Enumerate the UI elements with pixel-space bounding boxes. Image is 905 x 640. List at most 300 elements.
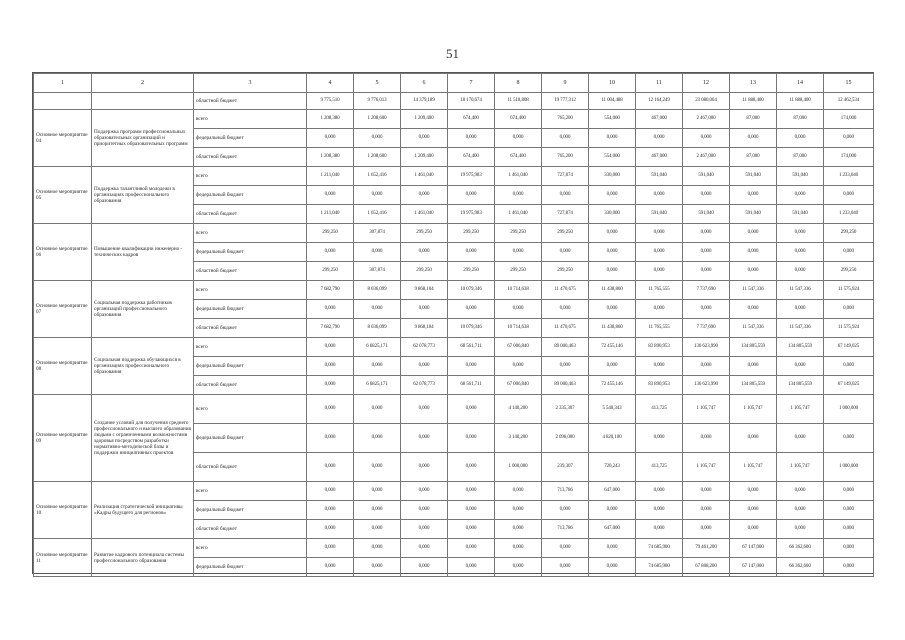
value-cell: 0,000	[307, 338, 354, 357]
value-cell: 0,000	[448, 453, 495, 482]
value-cell: 0,000	[636, 243, 683, 262]
value-cell: 1 652,416	[354, 167, 401, 186]
header-row	[34, 74, 874, 93]
value-cell: 674,400	[448, 148, 495, 167]
value-cell: 0,000	[354, 501, 401, 520]
value-cell: 1 209,400	[401, 110, 448, 129]
value-cell: 554,000	[589, 110, 636, 129]
value-cell: 0,000	[730, 501, 777, 520]
value-cell: 0,000	[589, 243, 636, 262]
value-cell: 9 868,104	[401, 281, 448, 300]
value-cell: 0,000	[307, 558, 354, 577]
value-cell: 87,000	[730, 110, 777, 129]
value-cell: 11 888,400	[777, 93, 824, 110]
value-cell: 713,786	[542, 520, 589, 539]
header-cell: 5	[354, 74, 401, 93]
value-cell: 136 623,990	[683, 338, 730, 357]
value-cell: 0,000	[307, 501, 354, 520]
value-cell: 0,000	[824, 520, 874, 539]
table-row	[34, 93, 874, 110]
funding-source-cell: областной бюджет	[194, 319, 307, 338]
value-cell: 1 208,380	[307, 110, 354, 129]
value-cell: 0,000	[495, 482, 542, 501]
value-cell: 0,000	[448, 558, 495, 577]
value-cell: 0,000	[495, 520, 542, 539]
measure-cell: Основное мероприятие 04	[34, 110, 92, 167]
value-cell: 647,000	[589, 520, 636, 539]
measure-cell: Основное мероприятие 07	[34, 281, 92, 338]
value-cell: 18 170,674	[448, 93, 495, 110]
value-cell: 0,000	[401, 482, 448, 501]
value-cell: 0,000	[354, 482, 401, 501]
funding-source-cell: областной бюджет	[194, 453, 307, 482]
measure-title-cell: Повышение квалификации инженерно - технических кадров	[92, 224, 194, 281]
value-cell: 0,000	[495, 539, 542, 558]
value-cell: 0,000	[401, 300, 448, 319]
value-cell: 11 575,924	[824, 281, 874, 300]
value-cell: 8 036,099	[354, 319, 401, 338]
value-cell: 0,000	[448, 300, 495, 319]
value-cell: 134 805,559	[730, 376, 777, 395]
funding-source-cell: всего	[194, 395, 307, 424]
value-cell: 0,000	[307, 482, 354, 501]
value-cell: 0,000	[401, 520, 448, 539]
value-cell: 330,000	[589, 205, 636, 224]
value-cell: 0,000	[354, 520, 401, 539]
page-number: 51	[446, 46, 459, 61]
value-cell: 1 209,400	[401, 148, 448, 167]
value-cell: 1 105,747	[683, 453, 730, 482]
value-cell: 0,000	[354, 539, 401, 558]
value-cell: 0,000	[777, 357, 824, 376]
value-cell: 0,000	[777, 482, 824, 501]
value-cell: 0,000	[542, 558, 589, 577]
value-cell: 136 623,990	[683, 376, 730, 395]
value-cell: 89 000,463	[542, 376, 589, 395]
value-cell: 0,000	[495, 186, 542, 205]
value-cell: 0,000	[495, 357, 542, 376]
value-cell: 87,000	[777, 148, 824, 167]
value-cell: 0,000	[354, 129, 401, 148]
value-cell: 6 6825,171	[354, 376, 401, 395]
funding-source-cell: федеральный бюджет	[194, 186, 307, 205]
value-cell: 10 714,638	[495, 319, 542, 338]
value-cell: 674,400	[448, 110, 495, 129]
value-cell: 0,000	[542, 129, 589, 148]
value-cell: 0,000	[542, 300, 589, 319]
value-cell: 0,000	[730, 520, 777, 539]
value-cell: 74 685,900	[636, 539, 683, 558]
measure-cell: Основное мероприятие 06	[34, 224, 92, 281]
value-cell: 0,000	[730, 224, 777, 243]
value-cell: 299,250	[448, 262, 495, 281]
funding-source-cell: всего	[194, 482, 307, 501]
value-cell: 12 462,534	[824, 93, 874, 110]
value-cell: 1 105,747	[683, 395, 730, 424]
value-cell: 11 765,555	[636, 281, 683, 300]
value-cell: 0,000	[730, 424, 777, 453]
value-cell: 1 208,600	[354, 148, 401, 167]
value-cell: 591,040	[683, 205, 730, 224]
value-cell: 1 461,040	[495, 205, 542, 224]
value-cell: 1 461,040	[401, 205, 448, 224]
value-cell: 0,000	[307, 376, 354, 395]
value-cell: 1 105,747	[730, 395, 777, 424]
value-cell: 647,000	[589, 482, 636, 501]
value-cell: 299,250	[401, 262, 448, 281]
value-cell: 0,000	[589, 186, 636, 205]
value-cell: 591,040	[730, 205, 777, 224]
value-cell: 0,000	[730, 300, 777, 319]
value-cell: 67 006,840	[495, 376, 542, 395]
table-row	[34, 281, 874, 300]
value-cell: 19 975,983	[448, 167, 495, 186]
value-cell: 0,000	[777, 300, 824, 319]
value-cell: 0,000	[448, 539, 495, 558]
value-cell: 0,000	[589, 129, 636, 148]
header-cell: 11	[636, 74, 683, 93]
value-cell: 239,307	[542, 453, 589, 482]
value-cell: 0,000	[683, 186, 730, 205]
value-cell: 0,000	[824, 300, 874, 319]
value-cell: 0,000	[683, 424, 730, 453]
value-cell: 134 805,559	[777, 338, 824, 357]
value-cell: 0,000	[307, 395, 354, 424]
value-cell: 0,000	[824, 424, 874, 453]
value-cell: 0,000	[636, 262, 683, 281]
value-cell: 11 547,336	[777, 319, 824, 338]
value-cell: 67 147,000	[730, 539, 777, 558]
value-cell: 0,000	[589, 224, 636, 243]
value-cell: 0,000	[589, 262, 636, 281]
budget-table	[33, 73, 874, 577]
value-cell: 591,040	[636, 205, 683, 224]
value-cell: 87,000	[730, 148, 777, 167]
value-cell: 0,000	[730, 357, 777, 376]
value-cell: 0,000	[542, 243, 589, 262]
value-cell: 0,000	[636, 186, 683, 205]
value-cell: 0,000	[824, 129, 874, 148]
measure-title-cell: Поддержка талантливой молодежи в организациях профессионального образования	[92, 167, 194, 224]
value-cell: 0,000	[307, 186, 354, 205]
value-cell: 0,000	[448, 357, 495, 376]
value-cell: 720,243	[589, 453, 636, 482]
value-cell: 0,000	[824, 501, 874, 520]
value-cell: 0,000	[401, 395, 448, 424]
empty-cell	[92, 93, 194, 110]
header-cell: 4	[307, 74, 354, 93]
measure-title-cell: Создание условий для получения среднего профессионального и высшего образования людьми с ограниченными возможностями здоровья посредством разработки нормативно-методической базы и поддержки инициативных проектов	[92, 395, 194, 482]
value-cell: 0,000	[683, 520, 730, 539]
value-cell: 727,874	[542, 167, 589, 186]
table-row	[34, 110, 874, 129]
value-cell: 67 147,000	[730, 558, 777, 577]
value-cell: 11 575,924	[824, 319, 874, 338]
value-cell: 7 682,790	[307, 319, 354, 338]
value-cell: 1 208,600	[354, 110, 401, 129]
value-cell: 0,000	[730, 482, 777, 501]
value-cell: 1 000,000	[824, 453, 874, 482]
value-cell: 0,000	[307, 539, 354, 558]
value-cell: 299,250	[495, 224, 542, 243]
value-cell: 0,000	[354, 453, 401, 482]
measure-cell: Основное мероприятие 05	[34, 167, 92, 224]
value-cell: 2 335,307	[542, 395, 589, 424]
value-cell: 10 714,638	[495, 281, 542, 300]
value-cell: 0,000	[777, 501, 824, 520]
value-cell: 83 890,953	[636, 338, 683, 357]
funding-source-cell: областной бюджет	[194, 262, 307, 281]
funding-source-cell: областной бюджет	[194, 93, 307, 110]
value-cell: 0,000	[683, 357, 730, 376]
value-cell: 765,200	[542, 110, 589, 129]
value-cell: 0,000	[777, 243, 824, 262]
header-cell: 10	[589, 74, 636, 93]
value-cell: 0,000	[730, 186, 777, 205]
value-cell: 2 467,000	[683, 110, 730, 129]
value-cell: 0,000	[636, 224, 683, 243]
value-cell: 0,000	[354, 357, 401, 376]
value-cell: 0,000	[542, 539, 589, 558]
value-cell: 0,000	[354, 300, 401, 319]
value-cell: 6 6825,171	[354, 338, 401, 357]
funding-source-cell: федеральный бюджет	[194, 357, 307, 376]
value-cell: 87,000	[777, 110, 824, 129]
measure-cell: Основное мероприятие 09	[34, 395, 92, 482]
value-cell: 66 362,600	[777, 558, 824, 577]
funding-source-cell: областной бюджет	[194, 148, 307, 167]
header-cell: 6	[401, 74, 448, 93]
value-cell: 0,000	[448, 520, 495, 539]
value-cell: 174,000	[824, 148, 874, 167]
value-cell: 0,000	[401, 501, 448, 520]
value-cell: 0,000	[824, 243, 874, 262]
value-cell: 467,000	[636, 110, 683, 129]
value-cell: 7 737,690	[683, 319, 730, 338]
value-cell: 0,000	[354, 395, 401, 424]
value-cell: 11 438,860	[589, 319, 636, 338]
value-cell: 674,400	[495, 110, 542, 129]
value-cell: 0,000	[401, 558, 448, 577]
value-cell: 1 105,747	[777, 453, 824, 482]
value-cell: 11 438,860	[589, 281, 636, 300]
value-cell: 0,000	[730, 129, 777, 148]
value-cell: 1 105,747	[730, 453, 777, 482]
value-cell: 299,250	[824, 224, 874, 243]
value-cell: 9 775,510	[307, 93, 354, 110]
value-cell: 2 467,000	[683, 148, 730, 167]
value-cell: 0,000	[683, 501, 730, 520]
funding-source-cell: всего	[194, 539, 307, 558]
value-cell: 0,000	[448, 395, 495, 424]
value-cell: 713,786	[542, 482, 589, 501]
value-cell: 67 149,025	[824, 338, 874, 357]
value-cell: 4 140,200	[495, 395, 542, 424]
measure-title-cell: Реализация стратегической инициативы «Кадры будущего для регионов»	[92, 482, 194, 539]
value-cell: 11 888,400	[730, 93, 777, 110]
value-cell: 0,000	[824, 482, 874, 501]
value-cell: 72 455,146	[589, 338, 636, 357]
value-cell: 0,000	[401, 129, 448, 148]
value-cell: 0,000	[777, 424, 824, 453]
header-cell: 9	[542, 74, 589, 93]
table-row	[34, 224, 874, 243]
funding-source-cell: всего	[194, 281, 307, 300]
value-cell: 1 105,747	[777, 395, 824, 424]
value-cell: 467,000	[636, 148, 683, 167]
value-cell: 591,040	[636, 167, 683, 186]
value-cell: 68 561,711	[448, 376, 495, 395]
header-cell: 12	[683, 74, 730, 93]
header-cell: 15	[824, 74, 874, 93]
value-cell: 0,000	[777, 129, 824, 148]
value-cell: 68 561,711	[448, 338, 495, 357]
funding-source-cell: федеральный бюджет	[194, 300, 307, 319]
value-cell: 0,000	[683, 129, 730, 148]
value-cell: 7 682,790	[307, 281, 354, 300]
value-cell: 307,874	[354, 262, 401, 281]
value-cell: 9 776,013	[354, 93, 401, 110]
value-cell: 0,000	[448, 501, 495, 520]
value-cell: 0,000	[448, 482, 495, 501]
value-cell: 0,000	[307, 424, 354, 453]
value-cell: 0,000	[307, 357, 354, 376]
funding-source-cell: федеральный бюджет	[194, 558, 307, 577]
value-cell: 0,000	[777, 224, 824, 243]
value-cell: 591,040	[777, 167, 824, 186]
value-cell: 0,000	[495, 300, 542, 319]
value-cell: 0,000	[683, 243, 730, 262]
value-cell: 11 547,336	[730, 281, 777, 300]
value-cell: 79 461,200	[683, 539, 730, 558]
value-cell: 2 096,000	[542, 424, 589, 453]
value-cell: 0,000	[683, 224, 730, 243]
funding-source-cell: областной бюджет	[194, 205, 307, 224]
measure-title-cell: Поддержка программ профессиональных образовательных организаций и приоритетных образовательных программ	[92, 110, 194, 167]
header-cell: 13	[730, 74, 777, 93]
value-cell: 0,000	[448, 424, 495, 453]
value-cell: 0,000	[307, 520, 354, 539]
value-cell: 62 078,773	[401, 338, 448, 357]
value-cell: 0,000	[636, 520, 683, 539]
table-row	[34, 338, 874, 357]
measure-cell: Основное мероприятие 08	[34, 338, 92, 395]
value-cell: 11 765,555	[636, 319, 683, 338]
value-cell: 0,000	[307, 129, 354, 148]
value-cell: 1 000,000	[495, 453, 542, 482]
value-cell: 134 805,559	[777, 376, 824, 395]
measure-title-cell: Развитие кадрового потенциала системы профессионального образования	[92, 539, 194, 577]
value-cell: 299,250	[495, 262, 542, 281]
header-cell: 1	[34, 74, 92, 93]
value-cell: 0,000	[636, 482, 683, 501]
header-cell: 2	[92, 74, 194, 93]
value-cell: 0,000	[824, 357, 874, 376]
value-cell: 0,000	[730, 243, 777, 262]
value-cell: 74 685,900	[636, 558, 683, 577]
funding-source-cell: областной бюджет	[194, 376, 307, 395]
value-cell: 11 004,488	[589, 93, 636, 110]
value-cell: 12 164,249	[636, 93, 683, 110]
value-cell: 67 149,025	[824, 376, 874, 395]
measure-cell: Основное мероприятие 10	[34, 482, 92, 539]
funding-source-cell: федеральный бюджет	[194, 243, 307, 262]
value-cell: 1 461,040	[401, 167, 448, 186]
value-cell: 10 079,346	[448, 319, 495, 338]
value-cell: 299,250	[307, 262, 354, 281]
value-cell: 174,000	[824, 110, 874, 129]
funding-source-cell: федеральный бюджет	[194, 424, 307, 453]
funding-source-cell: федеральный бюджет	[194, 129, 307, 148]
value-cell: 0,000	[824, 186, 874, 205]
value-cell: 299,250	[307, 224, 354, 243]
value-cell: 9 868,104	[401, 319, 448, 338]
value-cell: 67 808,200	[683, 558, 730, 577]
value-cell: 0,000	[354, 186, 401, 205]
value-cell: 14 379,189	[401, 93, 448, 110]
value-cell: 0,000	[448, 186, 495, 205]
value-cell: 62 078,773	[401, 376, 448, 395]
value-cell: 0,000	[401, 186, 448, 205]
budget-table-sheet	[32, 72, 874, 574]
value-cell: 0,000	[589, 539, 636, 558]
measure-title-cell: Социальная поддержка обучающихся в организациях профессионального образования	[92, 338, 194, 395]
value-cell: 0,000	[542, 186, 589, 205]
value-cell: 0,000	[495, 501, 542, 520]
value-cell: 0,000	[636, 501, 683, 520]
value-cell: 66 362,600	[777, 539, 824, 558]
value-cell: 5 540,343	[589, 395, 636, 424]
value-cell: 7 737,690	[683, 281, 730, 300]
value-cell: 19 975,983	[448, 205, 495, 224]
value-cell: 11 547,336	[777, 281, 824, 300]
value-cell: 674,400	[495, 148, 542, 167]
value-cell: 134 805,559	[730, 338, 777, 357]
value-cell: 0,000	[401, 357, 448, 376]
table-row	[34, 395, 874, 424]
value-cell: 1 652,416	[354, 205, 401, 224]
value-cell: 0,000	[495, 129, 542, 148]
value-cell: 0,000	[589, 558, 636, 577]
value-cell: 299,250	[542, 224, 589, 243]
value-cell: 0,000	[495, 558, 542, 577]
value-cell: 330,000	[589, 167, 636, 186]
value-cell: 591,040	[730, 167, 777, 186]
funding-source-cell: федеральный бюджет	[194, 501, 307, 520]
funding-source-cell: всего	[194, 224, 307, 243]
value-cell: 23 080,064	[683, 93, 730, 110]
table-row	[34, 539, 874, 558]
value-cell: 0,000	[354, 558, 401, 577]
value-cell: 0,000	[589, 501, 636, 520]
value-cell: 0,000	[824, 539, 874, 558]
value-cell: 0,000	[777, 262, 824, 281]
value-cell: 0,000	[307, 300, 354, 319]
value-cell: 299,250	[542, 262, 589, 281]
value-cell: 1 000,000	[824, 395, 874, 424]
value-cell: 591,040	[777, 205, 824, 224]
table-row	[34, 482, 874, 501]
value-cell: 413,725	[636, 395, 683, 424]
value-cell: 0,000	[683, 482, 730, 501]
value-cell: 0,000	[589, 357, 636, 376]
header-cell: 3	[194, 74, 307, 93]
value-cell: 67 006,840	[495, 338, 542, 357]
value-cell: 8 036,099	[354, 281, 401, 300]
value-cell: 299,250	[824, 262, 874, 281]
value-cell: 0,000	[636, 129, 683, 148]
value-cell: 89 000,463	[542, 338, 589, 357]
